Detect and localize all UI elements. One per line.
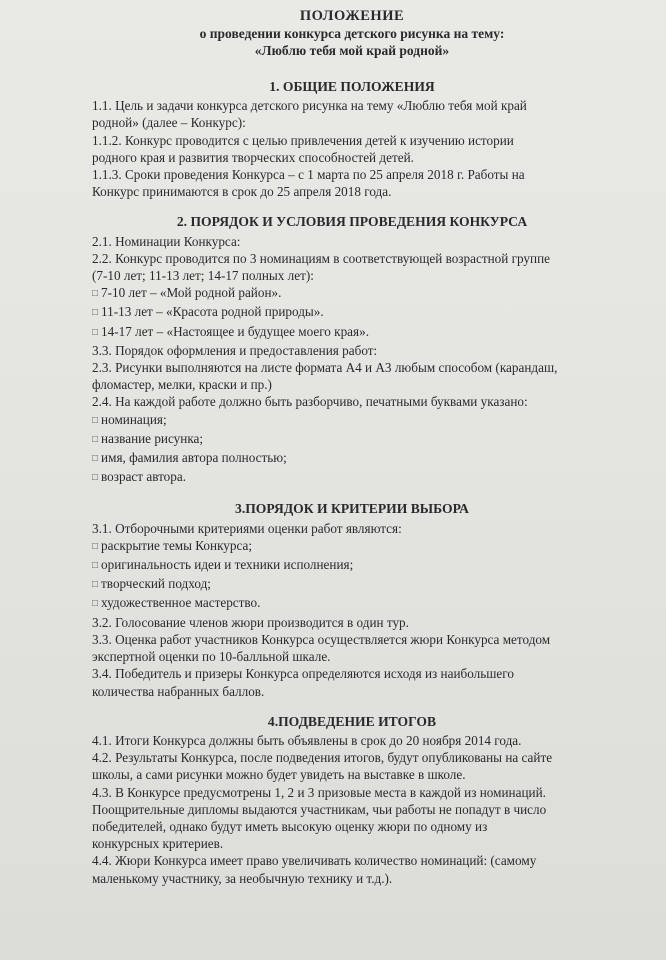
criteria-item: □ раскрытие темы Конкурса; <box>92 537 612 556</box>
section-4-line: 4.4. Жюри Конкурса имеет право увеличивать количество номинаций: (самому <box>92 853 537 869</box>
label-item: □ имя, фамилия автора полностью; <box>92 449 612 468</box>
section-1-line: 1.1.3. Сроки проведения Конкурса – с 1 марта по 25 апреля 2018 г. Работы на <box>92 167 525 183</box>
criteria-item: □ оригинальность идеи и техники исполнения; <box>92 556 612 575</box>
section-4-line: школы, а сами рисунки можно будет увидеть на выставке в школе. <box>92 767 466 783</box>
section-4-line: 4.2. Результаты Конкурса, после подведения итогов, будут опубликованы на сайте <box>92 750 553 766</box>
nomination-item: □ 7-10 лет – «Мой родной район». <box>92 284 612 303</box>
section-4-line: 4.3. В Конкурсе предусмотрены 1, 2 и 3 призовые места в каждой из номинаций. <box>92 784 546 800</box>
section-3-line: количества набранных баллов. <box>92 683 265 699</box>
section-2-line: 2.4. На каждой работе должно быть разборчиво, печатными буквами указано: <box>92 394 528 410</box>
section-1-line: родной» (далее – Конкурс): <box>92 115 246 131</box>
label-item: □ номинация; <box>92 411 612 430</box>
section-4-line: Поощрительные дипломы выдаются участникам, чьи работы не попадут в число <box>92 801 547 817</box>
section-2-line: 3.3. Порядок оформления и предоставления работ: <box>92 342 378 358</box>
section-2-line: фломастер, мелки, краски и пр.) <box>92 377 272 393</box>
section-1-line: родного края и развития творческих способностей детей. <box>92 149 414 165</box>
criteria-item: □ творческий подход; <box>92 575 612 594</box>
section-1-line: 1.1. Цель и задачи конкурса детского рисунка на тему «Люблю тебя мой край <box>92 98 527 114</box>
document-title: ПОЛОЖЕНИЕ <box>299 8 405 24</box>
nomination-item: □ 14-17 лет – «Настоящее и будущее моего края». <box>92 323 612 342</box>
section-3-line: 3.3. Оценка работ участников Конкурса осуществляется жюри Конкурса методом <box>92 631 551 647</box>
section-3-line: 3.2. Голосование членов жюри производится в один тур. <box>92 614 409 630</box>
nomination-item: □ 11-13 лет – «Красота родной природы». <box>92 303 612 322</box>
section-2-heading: 2. ПОРЯДОК И УСЛОВИЯ ПРОВЕДЕНИЯ КОНКУРСА <box>176 214 528 230</box>
section-1-line: 1.1.2. Конкурс проводится с целью привлечения детей к изучению истории <box>92 132 514 148</box>
section-3-line: 3.4. Победитель и призеры Конкурса определяются исходя из наибольшего <box>92 666 514 682</box>
section-4-line: конкурсных критериев. <box>92 836 224 852</box>
section-3-heading: 3.ПОРЯДОК И КРИТЕРИИ ВЫБОРА <box>235 501 469 517</box>
section-3-line: 3.1. Отборочными критериями оценки работ являются: <box>92 520 402 536</box>
label-item: □ название рисунка; <box>92 430 612 449</box>
document-subtitle: о проведении конкурса детского рисунка на тему: <box>199 26 505 41</box>
section-2-line: (7-10 лет; 11-13 лет; 14-17 полных лет): <box>92 268 314 284</box>
section-4-heading: 4.ПОДВЕДЕНИЕ ИТОГОВ <box>267 713 437 729</box>
section-2-line: 2.3. Рисунки выполняются на листе формата А4 и А3 любым способом (карандаш, <box>92 360 558 376</box>
label-item: □ возраст автора. <box>92 468 612 487</box>
section-1-heading: 1. ОБЩИЕ ПОЛОЖЕНИЯ <box>269 79 435 94</box>
section-4-line: победителей, однако будут иметь высокую оценку жюри по одному из <box>92 818 488 834</box>
section-4-line: 4.1. Итоги Конкурса должны быть объявлены в срок до 20 ноября 2014 года. <box>92 732 522 748</box>
section-2-line: 2.1. Номинации Конкурса: <box>92 233 241 249</box>
criteria-item: □ художественное мастерство. <box>92 594 612 613</box>
section-4-line: маленькому участнику, за необычную технику и т.д.). <box>92 870 393 886</box>
section-2-line: 2.2. Конкурс проводится по 3 номинациям в соответствующей возрастной группе <box>92 250 550 266</box>
section-3-line: экспертной оценки по 10-балльной шкале. <box>92 649 331 665</box>
section-1-line: Конкурс принимаются в срок до 25 апреля 2018 года. <box>92 184 392 200</box>
document-theme: «Люблю тебя мой край родной» <box>254 43 450 58</box>
document-body <box>92 8 612 887</box>
